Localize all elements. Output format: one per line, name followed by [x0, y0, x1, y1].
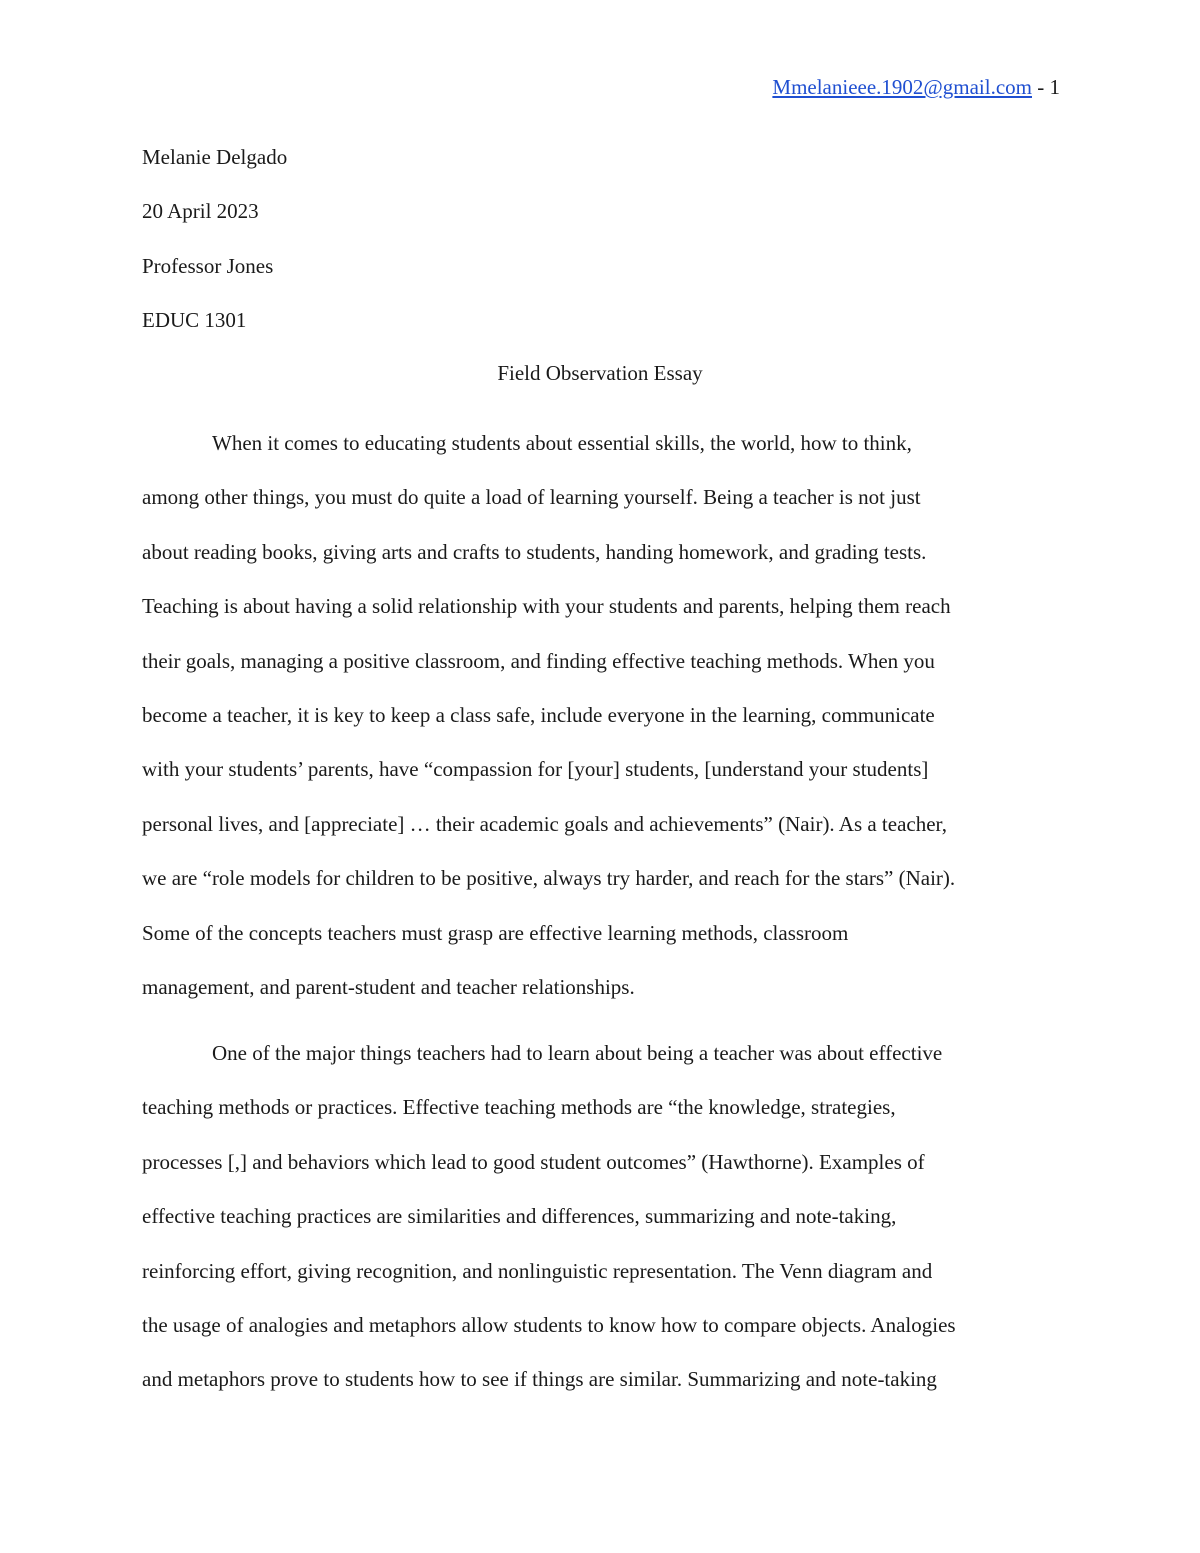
paragraph-line: about reading books, giving arts and crafts to students, handing homework, and grading tests.: [142, 539, 927, 564]
page-number: 1: [1049, 75, 1060, 99]
instructor-name: Professor Jones: [142, 253, 274, 278]
paragraph-line: When it comes to educating students about essential skills, the world, how to think,: [212, 431, 912, 455]
paragraph-line: personal lives, and [appreciate] … their academic goals and achievements” (Nair). As a teacher,: [142, 811, 947, 836]
paragraph-line: Teaching is about having a solid relationship with your students and parents, helping them reach: [142, 594, 951, 619]
paragraph-line: processes [,] and behaviors which lead to good student outcomes” (Hawthorne). Examples of: [142, 1149, 925, 1174]
paragraph-line: reinforcing effort, giving recognition, and nonlinguistic representation. The Venn diagram and: [142, 1258, 933, 1283]
paragraph-line: Some of the concepts teachers must grasp are effective learning methods, classroom: [142, 920, 849, 945]
paragraph-line: and metaphors prove to students how to see if things are similar. Summarizing and note-taking: [142, 1367, 937, 1392]
author-name: Melanie Delgado: [142, 145, 288, 169]
paragraph-line: effective teaching practices are similarities and differences, summarizing and note-taking,: [142, 1204, 897, 1229]
paragraph-line: with your students’ parents, have “compassion for [your] students, [understand your students]: [142, 757, 929, 782]
essay-title: Field Observation Essay: [497, 361, 703, 385]
paragraph: [142, 427, 1058, 1025]
paragraph-line: their goals, managing a positive classroom, and finding effective teaching methods. When you: [142, 648, 935, 673]
header-separator: -: [1032, 75, 1050, 99]
paragraph-line: we are “role models for children to be positive, always try harder, and reach for the stars” (Nair).: [142, 866, 956, 891]
paragraph-line: become a teacher, it is key to keep a class safe, include everyone in the learning, communicate: [142, 702, 935, 727]
mla-heading: [142, 141, 1058, 358]
paragraph-line: among other things, you must do quite a load of learning yourself. Being a teacher is not just: [142, 485, 921, 510]
paragraph-line: teaching methods or practices. Effective teaching methods are “the knowledge, strategies,: [142, 1095, 896, 1120]
page-header: [772, 72, 1060, 102]
essay-date: 20 April 2023: [142, 199, 259, 224]
paragraph-line: One of the major things teachers had to learn about being a teacher was about effective: [212, 1041, 943, 1065]
paragraph-line: the usage of analogies and metaphors allow students to know how to compare objects. Analogies: [142, 1312, 956, 1337]
course-code: EDUC 1301: [142, 307, 247, 332]
paragraph: [142, 1037, 1058, 1418]
paragraph-line: management, and parent-student and teacher relationships.: [142, 974, 635, 999]
header-email-link[interactable]: Mmelanieee.1902@gmail.com: [772, 75, 1032, 99]
